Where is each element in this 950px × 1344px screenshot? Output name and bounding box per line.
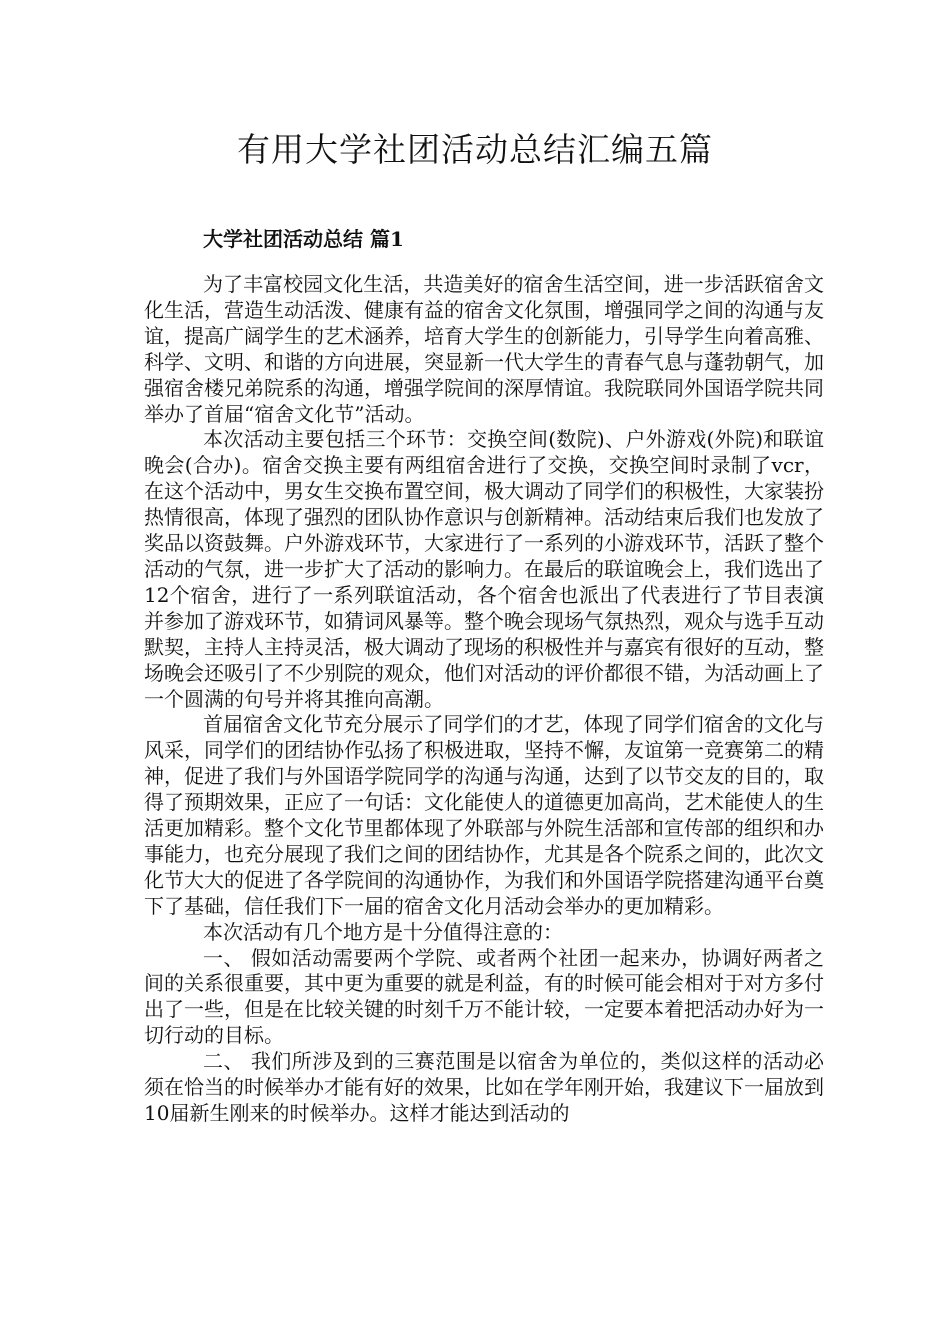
paragraph-note-one: 一、 假如活动需要两个学院、或者两个社团一起来办，协调好两者之间的关系很重要，其中更为重要的就是利益，有的时候可能会相对于对方多付出了一些，但是在比较关键的时刻千万不能计较，一定要本着把活动办好为一切行动的目标。 — [144, 945, 824, 1048]
paragraph-notes-intro: 本次活动有几个地方是十分值得注意的： — [203, 919, 563, 944]
paragraph-activity-overview: 本次活动主要包括三个环节：交换空间(数院)、户外游戏(外院)和联谊晚会(合办)。宿舍交换主要有两组宿舍进行了交换，交换空间时录制了vcr，在这个活动中，男女生交换布置空间，极大调动了同学们的积极性，大家装扮热情很高，体现了强烈的团队协作意识与创新精神。活动结束后我们也发放了奖品以资鼓舞。户外游戏环节，大家进行了一系列的小游戏环节，活跃了整个活动的气氛，进一步扩大了活动的影响力。在最后的联谊晚会上，我们选出了12个宿舍，进行了一系列联谊活动，各个宿舍也派出了代表进行了节目表演并参加了游戏环节，如猜词风暴等。整个晚会现场气氛热烈，观众与选手互动默契，主持人主持灵活，极大调动了现场的积极性并与嘉宾有很好的互动，整场晚会还吸引了不少别院的观众，他们对活动的评价都很不错，为活动画上了一个圆满的句号并将其推向高潮。 — [144, 427, 824, 711]
paragraph-festival-summary: 首届宿舍文化节充分展示了同学们的才艺，体现了同学们宿舍的文化与风采，同学们的团结协作弘扬了积极进取，坚持不懈，友谊第一竞赛第二的精神，促进了我们与外国语学院同学的沟通与沟通，达到了以节交友的目的，取得了预期效果，正应了一句话：文化能使人的道德更加高尚，艺术能使人的生活更加精彩。整个文化节里都体现了外联部与外院生活部和宣传部的组织和办事能力，也充分展现了我们之间的团结协作，尤其是各个院系之间的，此次文化节大大的促进了各学院间的沟通协作，为我们和外国语学院搭建沟通平台奠下了基础，信任我们下一届的宿舍文化月活动会举办的更加精彩。 — [144, 712, 824, 918]
paragraph-note-two: 二、 我们所涉及到的三赛范围是以宿舍为单位的，类似这样的活动必须在恰当的时候举办才能有好的效果，比如在学年刚开始，我建议下一届放到10届新生刚来的时候举办。这样才能达到活动的 — [144, 1049, 824, 1125]
section-heading: 大学社团活动总结 篇1 — [203, 227, 404, 251]
document-body — [144, 272, 824, 1127]
document-title: 有用大学社团活动总结汇编五篇 — [237, 130, 713, 169]
paragraph-intro: 为了丰富校园文化生活，共造美好的宿舍生活空间，进一步活跃宿舍文化生活，营造生动活泼、健康有益的宿舍文化氛围，增强同学之间的沟通与友谊，提高广阔学生的艺术涵养，培育大学生的创新能力，引导学生向着高雅、科学、文明、和谐的方向进展，突显新一代大学生的青春气息与蓬勃朝气，加强宿舍楼兄弟院系的沟通，增强学院间的深厚情谊。我院联同外国语学院共同举办了首届“宿舍文化节”活动。 — [144, 272, 824, 426]
